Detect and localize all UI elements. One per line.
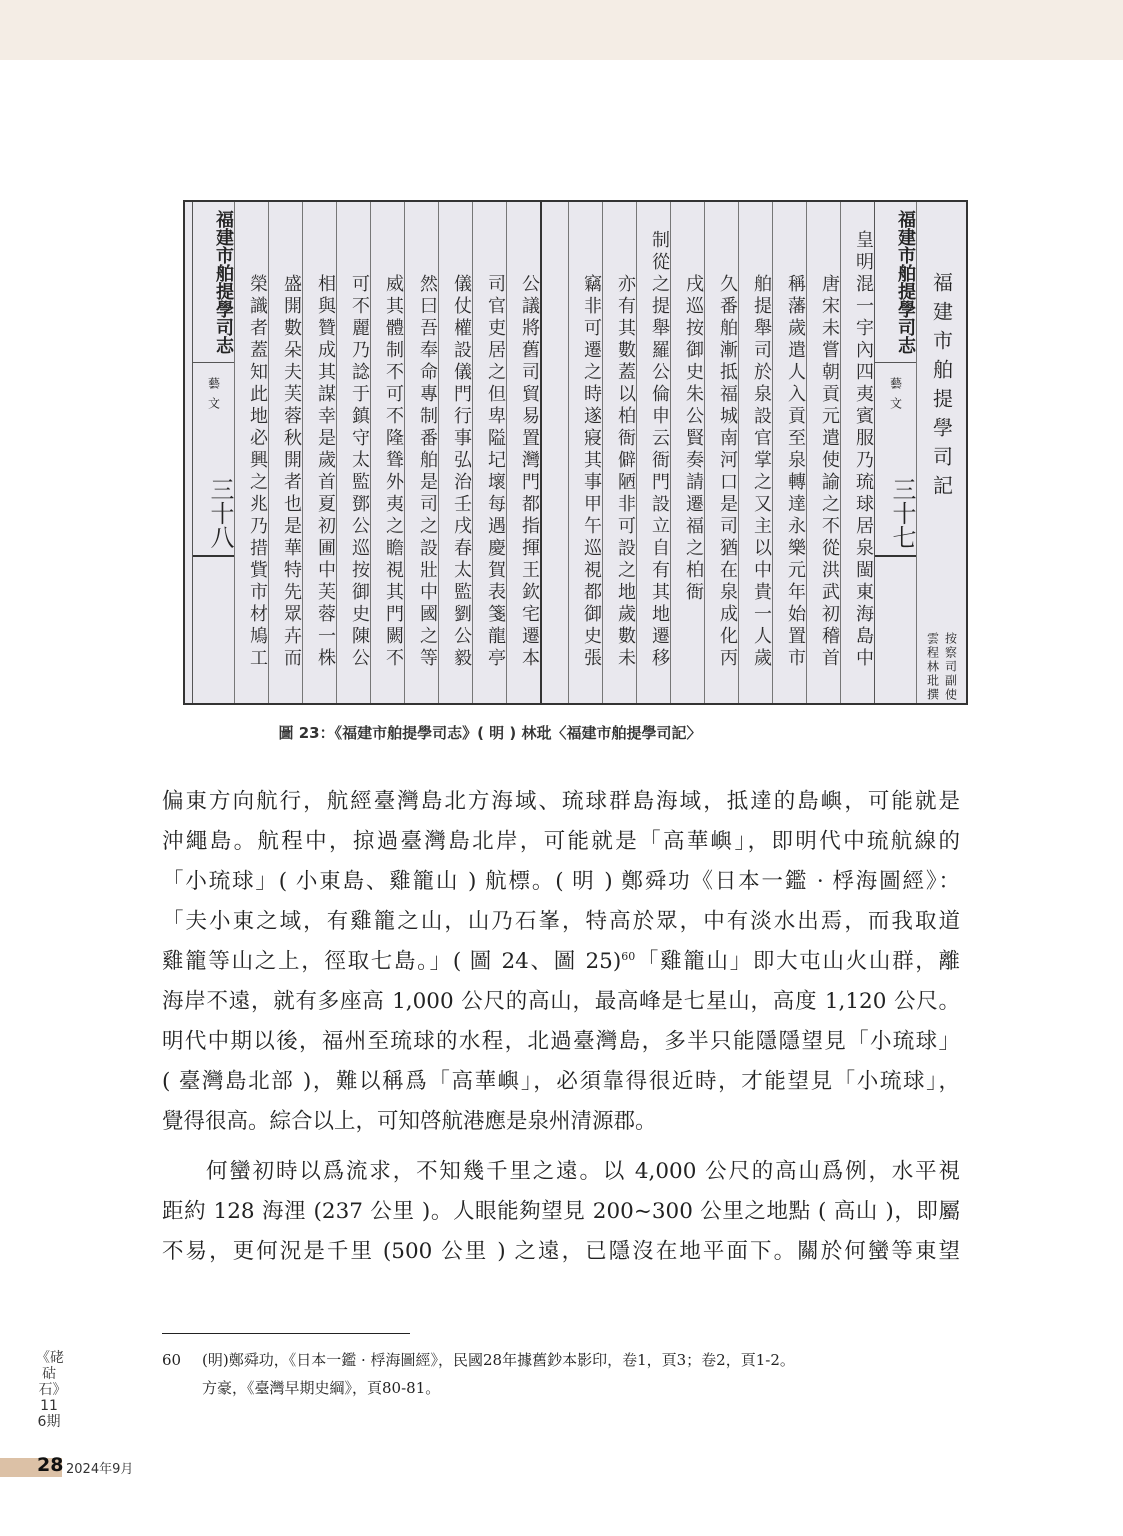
body-line: 沖繩島。航程中，掠過臺灣島北岸，可能就是「高華嶼」，即明代中琉航線的	[162, 829, 960, 854]
body-line: 覺得很高。綜合以上，可知啓航港應是泉州清源郡。	[162, 1109, 657, 1134]
figure-23-scan	[183, 200, 968, 705]
scan-column: 唐宋未嘗朝貢元遣使諭之不從洪武初稽首	[806, 202, 840, 703]
scan-column: 然曰吾奉命專制番舶是司之設壯中國之等	[404, 202, 438, 703]
header-band	[0, 0, 1123, 60]
page-number: 28	[37, 1454, 64, 1476]
scan-column: 公議將舊司貿易置灣門都指揮王欽宅遷本	[506, 202, 540, 703]
scan-right-page	[542, 202, 966, 703]
magazine-issue: 《硓𥑮石》116期	[36, 1350, 64, 1430]
scan-title: 福建市舶提學司記	[929, 272, 954, 504]
spine-title: 福建市舶提學司志	[875, 202, 916, 363]
body-line: 距約 128 海浬 (237 公里 )。人眼能夠望見 200~300 公里之地點 ( 高山 )，即屬	[162, 1199, 960, 1224]
body-line: 不易，更何況是千里 (500 公里 ) 之遠，已隱沒在地平面下。關於何蠻等東望	[162, 1239, 960, 1264]
footnote-number: 60	[162, 1351, 182, 1369]
scan-column: 盛開數朵夫芙蓉秋開者也是華特先眾卉而	[268, 202, 302, 703]
spine-page: 三十七	[875, 477, 916, 557]
scan-spine-right	[874, 202, 916, 703]
scan-column: 相與贊成其謀幸是歲首夏初圃中芙蓉一株	[302, 202, 336, 703]
author-line: 雲程林玭撰	[925, 632, 940, 702]
issue-date: 2024年9月	[66, 1462, 134, 1477]
footnote-text: (明)鄭舜功，《日本一鑑 · 桴海圖經》，民國28年據舊鈔本影印，卷1，頁3；卷2，頁1-2。	[202, 1351, 795, 1369]
body-line: 何蠻初時以爲流求，不知幾千里之遠。以 4,000 公尺的高山爲例，水平視	[206, 1159, 960, 1184]
body-line: 偏東方向航行，航經臺灣島北方海域、琉球群島海域，抵達的島嶼，可能就是	[162, 789, 960, 814]
spine-title: 福建市舶提學司志	[193, 202, 234, 363]
scan-column: 皇明混一宇內四夷賓服乃琉球居泉閩東海島中	[840, 202, 874, 703]
scan-column: 久番舶漸抵福城南河口是司猶在泉成化丙	[704, 202, 738, 703]
body-line	[162, 942, 960, 982]
scan-column: 可不麗乃諗于鎮守太監鄧公巡按御史陳公	[336, 202, 370, 703]
scan-title-column	[916, 202, 966, 703]
scan-column: 舶提舉司於泉設官掌之又主以中貴一人歲	[738, 202, 772, 703]
figure-caption: 圖 23：《福建市舶提學司志》( 明 ) 林玭〈福建市舶提學司記〉	[278, 724, 702, 742]
scan-left-page	[185, 202, 542, 703]
body-line: 海岸不遠，就有多座高 1,000 公尺的高山，最高峰是七星山，高度 1,120 公尺。	[162, 989, 960, 1014]
scan-column: 亦有其數蓋以柏衙僻陋非可設之地歲數未	[602, 202, 636, 703]
footnote	[162, 1346, 795, 1402]
scan-column: 竊非可遷之時遂寢其事甲午巡視都御史張	[568, 202, 602, 703]
body-text	[162, 782, 960, 1272]
footnote-divider	[162, 1333, 410, 1334]
author-line: 按察司副使	[943, 632, 958, 702]
body-line-part: 「雞籠山」即大屯山火山群，離	[635, 949, 960, 974]
body-line: 「小琉球」( 小東島、雞籠山 ) 航標。( 明 ) 鄭舜功《日本一鑑 · 桴海圖經》：	[162, 869, 960, 894]
body-line-part: 雞籠等山之上，徑取七島。」( 圖 24、圖 25)	[162, 949, 622, 974]
spine-section: 藝文	[888, 377, 903, 417]
scan-column: 威其體制不可不隆聳外夷之瞻視其門闕不	[370, 202, 404, 703]
body-line: ( 臺灣島北部 )，難以稱爲「高華嶼」，必須靠得很近時，才能望見「小琉球」，	[162, 1069, 960, 1094]
body-line: 「夫小東之域，有雞籠之山，山乃石峯，特高於眾，中有淡水出焉，而我取道	[162, 909, 960, 934]
scan-column: 稱藩歲遣人入貢至泉轉達永樂元年始置市	[772, 202, 806, 703]
spine-section: 藝文	[206, 377, 221, 417]
scan-author	[926, 632, 958, 702]
spine-page: 三十八	[193, 477, 234, 557]
scan-column: 戌巡按御史朱公賢奏請遷福之柏衙	[670, 202, 704, 703]
footnote-ref[interactable]: 60	[621, 949, 636, 963]
scan-column: 儀仗權設儀門行事弘治壬戌春太監劉公毅	[438, 202, 472, 703]
body-line: 明代中期以後，福州至琉球的水程，北過臺灣島，多半只能隱隱望見「小琉球」	[162, 1029, 960, 1054]
scan-spine-left	[192, 202, 234, 703]
scan-column: 制從之提舉羅公倫申云衙門設立自有其地遷移	[636, 202, 670, 703]
footnote-text: 方豪，《臺灣早期史綱》，頁80-81。	[202, 1379, 441, 1397]
scan-column: 榮識者蓋知此地必興之兆乃措貲市材鳩工	[234, 202, 268, 703]
scan-column: 司官吏居之但卑隘圮壞每遇慶賀表箋龍亭	[472, 202, 506, 703]
